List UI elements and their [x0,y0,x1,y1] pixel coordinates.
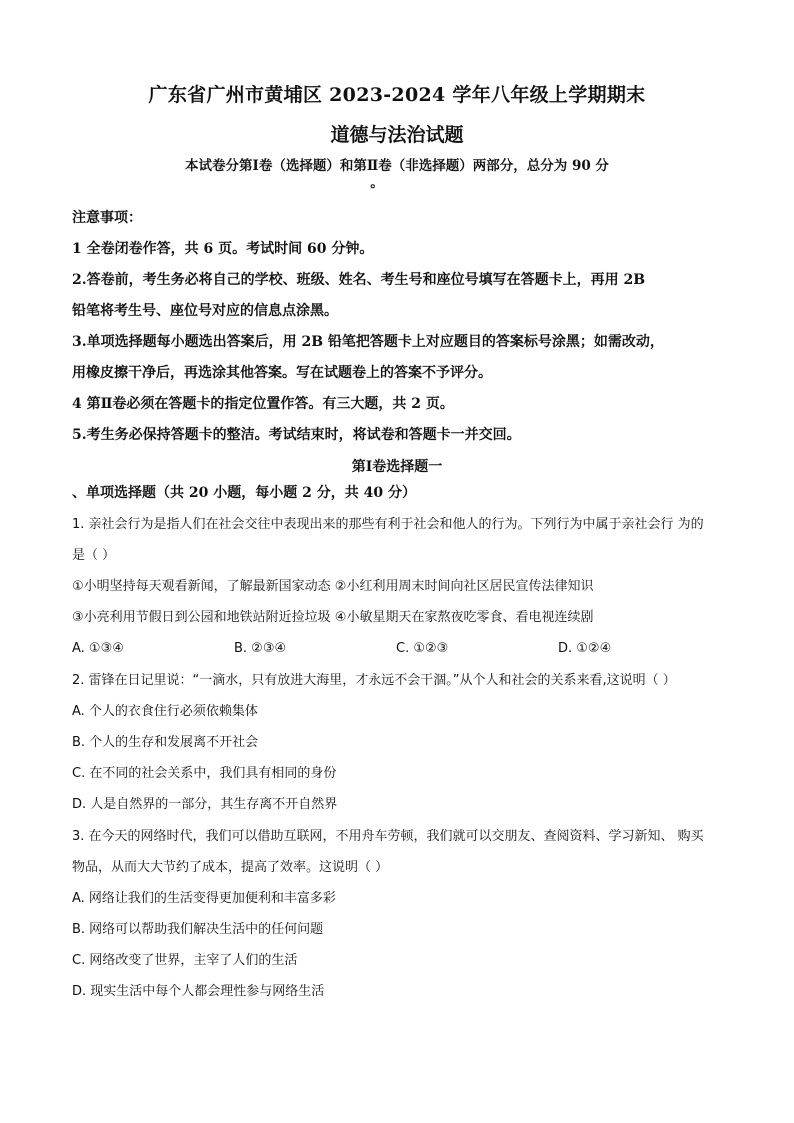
exam-summary [72,156,722,190]
option-d: D. 人是自然界的一部分，其生存离不开自然界 [72,797,338,812]
question-1-items: ③小亮利用节假日到公园和地铁站附近捡垃圾 ④小敏星期天在家熬夜吃零食、看电视连续剧 [72,610,594,625]
notice-item: 1 全卷闭卷作答，共 6 页。考试时间 60 分钟。 [72,241,374,257]
question-3-stem: 3. 在今天的网络时代，我们可以借助互联网，不用舟车劳顿，我们就可以交朋友、查阅资料、学习新知、 购买 [72,829,704,844]
option-d: D. ①②④ [558,641,612,656]
option-c: C. 在不同的社会关系中，我们具有相同的身份 [72,766,337,781]
notice-item: 4 第Ⅱ卷必须在答题卡的指定位置作答。有三大题，共 2 页。 [72,396,454,412]
question-1-items: ①小明坚持每天观看新闻，了解最新国家动态 ②小红利用周末时间向社区居民宣传法律知识 [72,579,594,594]
exam-subtitle: 道德与法治试题 [330,124,464,146]
option-a: A. 网络让我们的生活变得更加便利和丰富多彩 [72,891,336,906]
option-a: A. ①③④ [72,641,124,656]
question-1-stem-cont: 是（ ） [72,548,116,563]
question-3-stem-cont: 物品，从而大大节约了成本，提高了效率。这说明（ ） [72,860,389,875]
option-b: B. 网络可以帮助我们解决生活中的任何问题 [72,922,324,937]
notice-item: 铅笔将考生号、座位号对应的信息点涂黑。 [72,303,338,319]
option-d: D. 现实生活中每个人都会理性参与网络生活 [72,984,325,999]
notice-item: 3.单项选择题每小题选出答案后，用 2B 铅笔把答题卡上对应题目的答案标号涂黑；如需改动， [72,334,664,350]
option-b: B. 个人的生存和发展离不开社会 [72,735,259,750]
option-c: C. ①②③ [396,641,449,656]
option-a: A. 个人的衣食住行必须依赖集体 [72,704,258,719]
notice-heading: 注意事项： [72,210,142,226]
question-1-stem: 1. 亲社会行为是指人们在社会交往中表现出来的那些有利于社会和他人的行为。下列行为中属于亲社会行 为的 [72,517,704,532]
notice-item: 用橡皮擦干净后，再选涂其他答案。写在试题卷上的答案不予评分。 [72,365,492,381]
notice-item: 2.答卷前，考生务必将自己的学校、班级、姓名、考生号和座位号填写在答题卡上，再用 2B [72,272,646,288]
question-2-stem: 2. 雷锋在日记里说：“一滴水，只有放进大海里，才永远不会干涸。”从个人和社会的关系来看,这说明（ ） [72,673,676,688]
question-1-options [72,639,722,659]
notice-item: 5.考生务必保持答题卡的整洁。考试结束时，将试卷和答题卡一并交回。 [72,427,521,443]
question-group-heading: 、单项选择题（共 20 小题，每小题 2 分，共 40 分） [72,485,416,501]
option-b: B. ②③④ [234,641,287,656]
option-c: C. 网络改变了世界，主宰了人们的生活 [72,953,298,968]
summary-text: 本试卷分第Ⅰ卷（选择题）和第Ⅱ卷（非选择题）两部分，总分为 90 分 [185,158,609,174]
part1-heading: 第Ⅰ卷选择题一 [351,459,443,475]
summary-tail: 。 [370,175,384,191]
exam-title: 广东省广州市黄埔区 2023-2024 学年八年级上学期期末 [148,84,646,106]
